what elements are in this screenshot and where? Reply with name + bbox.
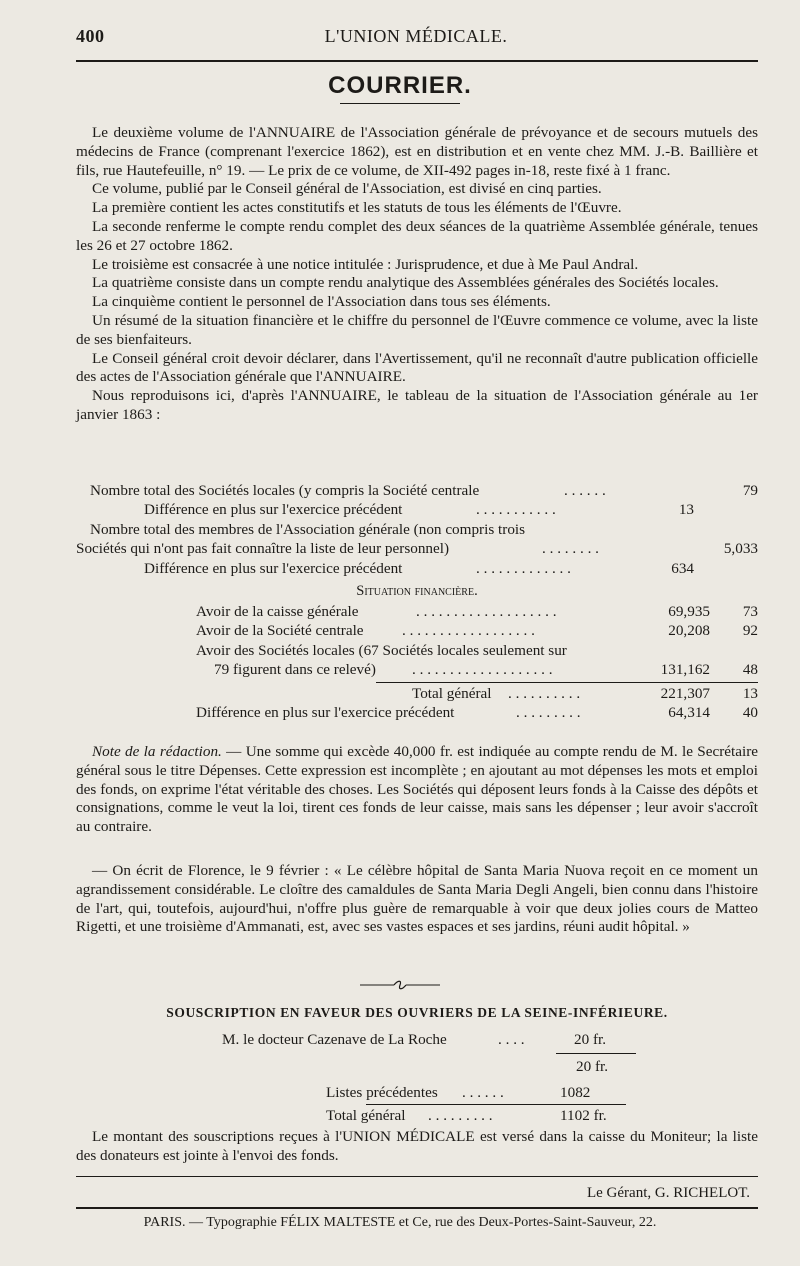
row-cents: 40 [742,703,758,721]
section-title: COURRIER. [328,72,472,99]
subscription-table [76,1030,758,1126]
table-row [76,703,758,722]
row-francs: 64,314 [668,703,710,721]
row-label: Sociétés qui n'ont pas fait connaître la liste de leur personnel) [76,540,450,558]
row-label: M. le docteur Cazenave de La Roche [222,1031,447,1048]
table-row [76,520,758,539]
total-rule [366,1104,626,1105]
row-label: Nombre total des Sociétés locales (y compris la Société centrale [90,482,480,499]
row-dots: . . . . . . . . . . . [476,501,556,519]
paragraph: Un résumé de la situation financière et le chiffre du personnel de l'Œuvre commence ce volume, avec la liste de ses bienfaiteurs. [76,311,758,348]
subscription-title: SOUSCRIPTION EN FAVEUR DES OUVRIERS DE LA SEINE-INFÉRIEURE. [166,1005,668,1020]
row-cents: 13 [742,684,758,702]
row-francs: 131,162 [660,661,710,679]
paragraph: Nous reproduisons ici, d'après l'ANNUAIRE, le tableau de la situation de l'Association générale au 1er janvier 1863 : [76,387,758,423]
table-row [76,500,758,519]
row-value: 20 fr. [574,1031,607,1048]
table-row [76,1083,758,1102]
paragraph: La cinquième contient le personnel de l'Association dans tous ses éléments. [92,293,551,311]
note-text: — Une somme qui excède 40,000 fr. est indiquée au compte rendu de M. le Secrétaire général sous le titre Dépenses. Cette expression est incomplète ; en ajoutant au mot dépenses les mots et emploi des fonds, on exprime l'état véritable des choses. Les Sociétés qui déposent leurs fonds à la Caisse des dépôts et consignations, comme le veut la loi, tirent ces fonds de leur caisse, mais sans les dépenser ; leur avoir s'accroît au contraire. [76,743,758,836]
row-label: Listes précédentes [326,1083,438,1101]
paragraph: — On écrit de Florence, le 9 février : « Le célèbre hôpital de Santa Maria Nuova reçoit en ce moment un agrandissement considérable. Le cloître des camaldules de Santa Maria Degli Angeli, bien connu dans l'histoire de l'art, qui, toutefois, aujourd'hui, n'offre plus guère de remarquable à voir que deux jolies cours de Matteo Rigetti, et une troisième d'Ammanati, est, avec ses vastes espaces et ses jardins, réuni audit hôpital. » [76,862,758,936]
row-label: Avoir de la caisse générale [196,603,359,620]
table-row [76,1106,758,1125]
row-value: 20 fr. [576,1058,609,1076]
row-dots: . . . . . . . . . . . . . . . . . . . [416,603,557,620]
editor-note [76,743,758,837]
section-title-underline [340,103,460,104]
row-dots: . . . . . . . . . [428,1107,493,1125]
note-lead: Note de la rédaction. [92,743,222,760]
finance-table [76,602,758,722]
table-row [76,1057,758,1076]
row-dots: . . . . . . . . . . . . . . . . . . . [412,661,553,679]
paragraph: Le troisième est consacrée à une notice intitulée : Jurisprudence, et due à Me Paul Andral. [92,255,639,273]
finance-heading: Situation financière. [356,583,478,599]
row-francs: 20,208 [668,622,710,640]
printer-imprint: PARIS. — Typographie FÉLIX MALTESTE et Ce, rue des Deux-Portes-Saint-Sauveur, 22. [143,1215,657,1230]
table-row [76,481,758,500]
ornament-divider [360,978,440,992]
annuaire-announcement [76,124,758,425]
paragraph: Le deuxième volume de l'ANNUAIRE de l'Association générale de prévoyance et de secours mutuels des médecins de France (comprenant l'exercice 1862), est en distribution et en vente chez MM. J.-B. Baillière et fils, rue Hautefeuille, n° 19. — Le prix de ce volume, de XII-492 pages in-18, reste fixé à 1 franc. [76,124,758,179]
paragraph: Le montant des souscriptions reçues à l'UNION MÉDICALE est versé dans la caisse du Moniteur; la liste des donateurs est jointe à l'envoi des fonds. [76,1128,758,1164]
row-label: Total général [412,684,492,702]
footer-rule-bottom [76,1207,758,1209]
row-label: Différence en plus sur l'exercice précédent [144,559,403,577]
sum-rule [556,1053,636,1054]
row-value: 5,033 [723,540,758,558]
florence-news [76,862,758,937]
total-rule [376,682,758,683]
table-row [76,559,758,578]
row-label: 79 figurent dans ce relevé) [214,661,376,679]
stats-table [76,481,758,578]
row-value: 13 [678,501,694,519]
paragraph: La première contient les actes constitutifs et les statuts de tous les éléments de l'Œuvre. [92,199,622,217]
row-label: Différence en plus sur l'exercice précédent [144,501,403,519]
paragraph: La seconde renferme le compte rendu complet des deux séances de la quatrième Assemblée générale, tenues les 26 et 27 octobre 1862. [76,217,758,254]
row-label: Différence en plus sur l'exercice précédent [196,703,455,721]
table-row [76,602,758,621]
table-row [76,539,758,558]
row-label: Total général [326,1107,406,1125]
table-row [76,684,758,703]
table-row [76,621,758,640]
row-dots: . . . . . . . . . . [508,684,581,702]
row-value: 634 [671,559,694,577]
row-cents: 92 [742,622,758,640]
row-label: Avoir des Sociétés locales (67 Sociétés locales seulement sur [196,641,567,659]
row-dots: . . . . . . [564,482,606,499]
subscription-note [76,1128,758,1166]
signature: Le Gérant, G. RICHELOT. [586,1185,750,1201]
row-cents: 48 [742,661,758,679]
row-dots: . . . . . . . . . . . . . [476,559,571,577]
table-row [76,641,758,660]
row-label: Nombre total des membres de l'Association générale (non compris trois [90,520,526,538]
table-row [76,1030,758,1049]
row-francs: 69,935 [668,603,710,620]
footer-rule [76,1176,758,1177]
row-label: Avoir de la Société centrale [196,622,364,640]
row-value: 1102 fr. [560,1107,607,1125]
row-value: 79 [742,482,758,499]
row-cents: 73 [742,603,758,620]
table-row [76,660,758,679]
header-rule [76,60,758,62]
row-dots: . . . . . . . . . [516,703,581,721]
row-dots: . . . . [498,1031,525,1048]
running-head [76,26,756,50]
paragraph: Ce volume, publié par le Conseil général de l'Association, est divisé en cinq parties. [92,180,602,198]
row-dots: . . . . . . . . [542,540,599,558]
paragraph: Le Conseil général croit devoir déclarer, dans l'Avertissement, qu'il ne reconnaît d'autre publication officielle des actes de l'Association générale que l'ANNUAIRE. [76,349,758,386]
row-dots: . . . . . . [462,1083,504,1101]
paragraph: La quatrième consiste dans un compte rendu analytique des Assemblées générales des Sociétés locales. [92,274,719,292]
page-number: 400 [76,26,105,46]
row-francs: 221,307 [660,684,710,702]
journal-title: L'UNION MÉDICALE. [324,26,508,46]
row-dots: . . . . . . . . . . . . . . . . . . [402,622,535,640]
row-value: 1082 [560,1083,591,1101]
